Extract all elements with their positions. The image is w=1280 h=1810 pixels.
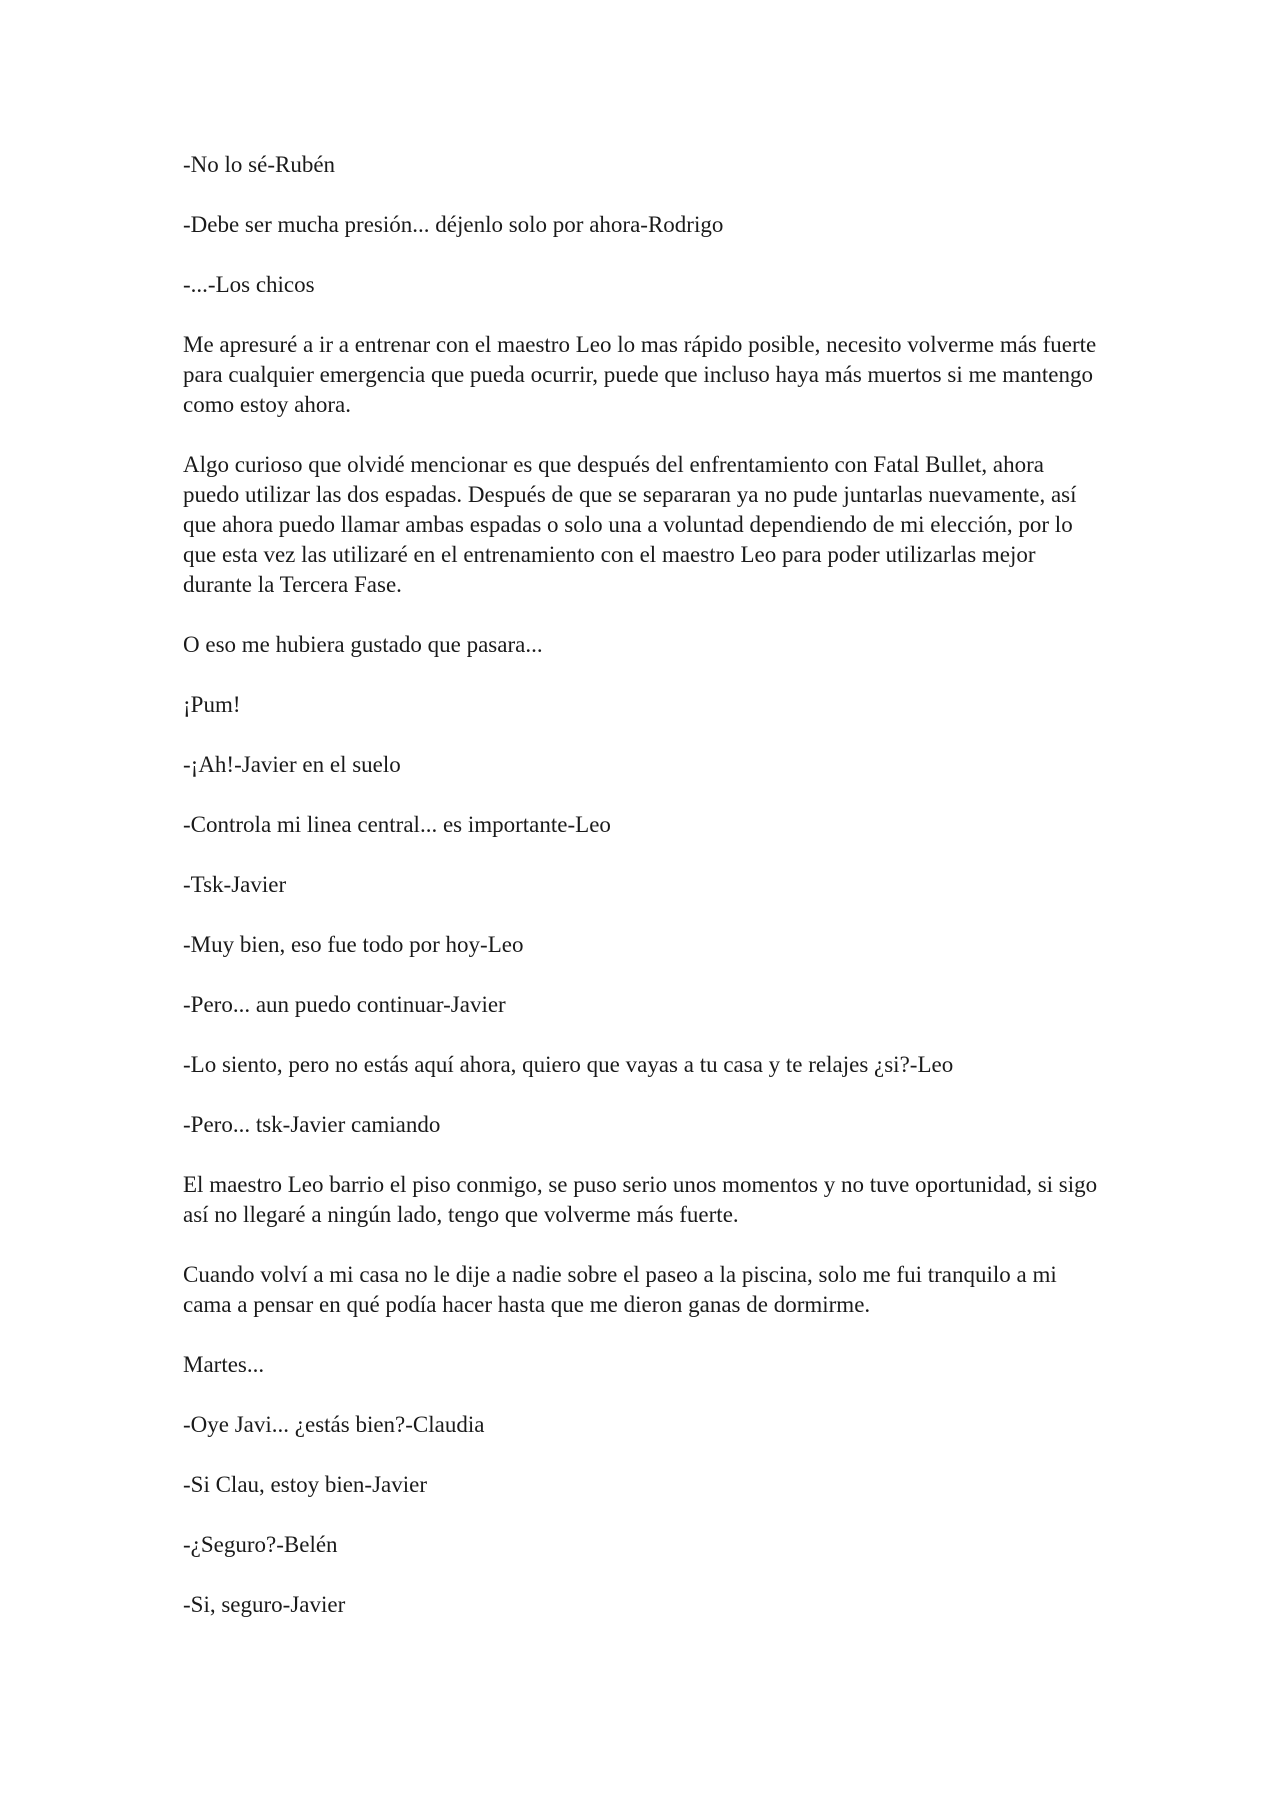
- dialogue-line-leo-done: -Muy bien, eso fue todo por hoy-Leo: [183, 932, 524, 957]
- dialogue-line-javier-walking: -Pero... tsk-Javier camiando: [183, 1112, 441, 1137]
- dialogue-line-leo-centerline: -Controla mi linea central... es importante-Leo: [183, 812, 611, 837]
- dialogue-line-javier-floor: -¡Ah!-Javier en el suelo: [183, 752, 401, 777]
- dialogue-line-los-chicos: -...-Los chicos: [183, 272, 315, 297]
- dialogue-line-rodrigo: -Debe ser mucha presión... déjenlo solo por ahora-Rodrigo: [183, 212, 724, 237]
- narration-paragraph-training: Me apresuré a ir a entrenar con el maestro Leo lo mas rápido posible, necesito volverme más fuerte para cualquier emergencia que pueda ocurrir, puede que incluso haya más muertos si me mantengo como estoy ahora.: [183, 332, 1097, 417]
- narration-paragraph-swords: Algo curioso que olvidé mencionar es que después del enfrentamiento con Fatal Bullet, ahora puedo utilizar las dos espadas. Después de que se separaran ya no pude juntarlas nuevamente, así que ahora puedo llamar ambas espadas o solo una a voluntad dependiendo de mi elección, por lo que esta vez las utilizaré en el entrenamiento con el maestro Leo para poder utilizarlas mejor durante la Tercera Fase.: [183, 452, 1077, 597]
- dialogue-line-javier-fine: -Si Clau, estoy bien-Javier: [183, 1472, 428, 1497]
- narration-paragraph-home: Cuando volví a mi casa no le dije a nadie sobre el paseo a la piscina, solo me fui tranquilo a mi cama a pensar en qué podía hacer hasta que me dieron ganas de dormirme.: [183, 1262, 1057, 1317]
- narration-line-tuesday: Martes...: [183, 1352, 265, 1377]
- dialogue-line-claudia: -Oye Javi... ¿estás bien?-Claudia: [183, 1412, 485, 1437]
- dialogue-line-belen: -¿Seguro?-Belén: [183, 1532, 338, 1557]
- narration-line-wish: O eso me hubiera gustado que pasara...: [183, 632, 543, 657]
- dialogue-line-javier-tsk: -Tsk-Javier: [183, 872, 287, 897]
- document-body: [183, 150, 1103, 1650]
- sound-effect-line: ¡Pum!: [183, 692, 241, 717]
- dialogue-line-javier-sure: -Si, seguro-Javier: [183, 1592, 346, 1617]
- dialogue-line-leo-relax: -Lo siento, pero no estás aquí ahora, quiero que vayas a tu casa y te relajes ¿si?-Leo: [183, 1052, 954, 1077]
- dialogue-line-javier-continue: -Pero... aun puedo continuar-Javier: [183, 992, 506, 1017]
- dialogue-line-ruben: -No lo sé-Rubén: [183, 152, 336, 177]
- narration-paragraph-defeat: El maestro Leo barrio el piso conmigo, se puso serio unos momentos y no tuve oportunidad, si sigo así no llegaré a ningún lado, tengo que volverme más fuerte.: [183, 1172, 1098, 1227]
